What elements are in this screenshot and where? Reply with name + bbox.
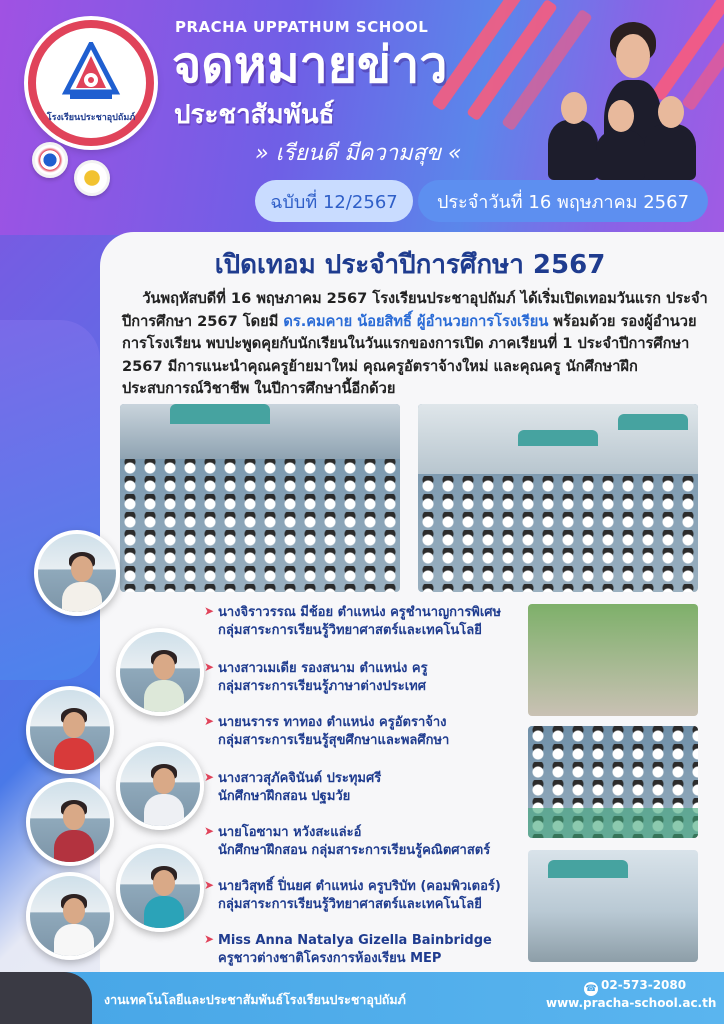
article-text: วันพฤหัสบดีที่ 16 พฤษภาคม 2567 โรงเรียนประชาอุปถัมภ์ ได้เริ่มเปิดเทอมวันแรก ประจำปีการศึกษา 2567 โดยมี: [122, 290, 708, 330]
arrow-icon: ➤: [204, 878, 215, 892]
staff-entry: [204, 770, 538, 806]
staff-photo: [528, 850, 698, 962]
portrait-head: [153, 768, 175, 794]
staff-name: Miss Anna Natalya Gizella Bainbridge: [218, 933, 492, 948]
page-title: จดหมายข่าว: [172, 36, 448, 94]
person: [616, 34, 650, 78]
arrow-icon: ➤: [204, 604, 215, 618]
pavilion-roof: [548, 860, 628, 878]
issue-date: ประจำวันที่ 16 พฤษภาคม 2567: [418, 180, 708, 222]
staff-department: ครูชาวต่างชาติโครงการห้องเรียน MEP: [218, 951, 442, 966]
staff-entry: [204, 604, 538, 640]
staff-name: นายวิสุทธิ์ ปิ่นยศ ตำแหน่ง ครูบริบัท (คอมพิวเตอร์): [218, 879, 501, 894]
pavilion-roof: [618, 414, 688, 430]
staff-department: กลุ่มสาระการเรียนรู้ภาษาต่างประเทศ: [218, 679, 426, 694]
portrait-body: [54, 924, 94, 960]
portrait-head: [63, 712, 85, 738]
staff-name: นางสาวเมเดีย รองสนาม ตำแหน่ง ครู: [218, 661, 428, 676]
emblem-logo-icon: [74, 160, 110, 196]
article-body: [122, 288, 714, 401]
portrait-body: [144, 794, 184, 830]
school-emblem-icon: [56, 42, 126, 106]
portrait-head: [153, 870, 175, 896]
staff-entry: [204, 932, 538, 968]
page-subtitle: ประชาสัมพันธ์: [174, 100, 335, 130]
person: [608, 100, 634, 132]
staff-department: กลุ่มสาระการเรียนรู้วิทยาศาสตร์และเทคโนโลยี: [218, 623, 482, 638]
students-photo: [528, 726, 698, 838]
portrait-head: [71, 556, 93, 582]
footer-website-link[interactable]: www.pracha-school.ac.th: [546, 996, 717, 1010]
staff-entry: [204, 824, 538, 860]
staff-portrait: [26, 686, 114, 774]
person: [548, 120, 598, 180]
arrow-icon: ➤: [204, 932, 215, 946]
portrait-head: [63, 898, 85, 924]
portrait-body: [144, 680, 184, 716]
person: [596, 130, 646, 180]
footer-department: งานเทคโนโลยีและประชาสัมพันธ์โรงเรียนประชาอุปถัมภ์: [104, 992, 406, 1007]
seal-logo-icon: [32, 142, 68, 178]
staff-portrait: [116, 742, 204, 830]
portrait-body: [54, 738, 94, 774]
portrait-body: [62, 582, 102, 616]
staff-department: กลุ่มสาระการเรียนรู้สุขศึกษาและพลศึกษา: [218, 733, 450, 748]
floor: [528, 808, 698, 838]
staff-portrait: [26, 872, 114, 960]
article-title: เปิดเทอม ประจำปีการศึกษา 2567: [214, 250, 606, 280]
issue-number: ฉบับที่ 12/2567: [255, 180, 413, 222]
director-name: ดร.คมคาย น้อยสิทธิ์ ผู้อำนวยการโรงเรียน: [283, 312, 549, 330]
article-text: พร้อมด้วย รองผู้อำนวยการโรงเรียน พบปะพูดคุยกับนักเรียนในวันแรกของการเปิด ภาคเรียนที่ 1 ประจำปีการศึกษา 2567 มีการแนะนำคุณครูย้ายมาใหม่ คุณครูอัตราจ้างใหม่ และคุณครู นักศึกษาฝึกประสบการณ์วิชาชีพ ในปีการศึกษานี้อีกด้วย: [122, 312, 697, 398]
portrait-body: [144, 896, 184, 932]
phone-icon: ☎: [585, 984, 597, 994]
staff-name: นางสาวสุภัคจินันต์ ประทุมศรี: [218, 771, 382, 786]
arrow-icon: ➤: [204, 770, 215, 784]
staff-department: กลุ่มสาระการเรียนรู้วิทยาศาสตร์และเทคโนโลยี: [218, 897, 482, 912]
event-photo: [528, 604, 698, 716]
staff-name: นางจิราวรรณ มีช้อย ตำแหน่ง ครูชำนาญการพิเศษ: [218, 605, 502, 620]
logo-text: โรงเรียนประชาอุปถัมภ์: [46, 113, 136, 123]
arrow-icon: ➤: [204, 714, 215, 728]
portrait-head: [63, 804, 85, 830]
staff-department: นักศึกษาฝึกสอน กลุ่มสาระการเรียนรู้คณิตศาสตร์: [218, 843, 491, 858]
staff-name: นายโอซามา หวังสะแล่ะอ์: [218, 825, 362, 840]
school-logo: [28, 20, 154, 146]
phone-number: 02-573-2080: [601, 978, 687, 992]
person: [644, 124, 696, 180]
school-motto: » เรียนดี มีความสุข «: [255, 141, 462, 166]
assembly-photo: [418, 404, 698, 592]
arrow-icon: ➤: [204, 824, 215, 838]
assembly-photo: [120, 404, 400, 592]
staff-entry: [204, 660, 538, 696]
executives-photo: [548, 20, 698, 180]
staff-entry: [204, 714, 538, 750]
side-decoration: [0, 320, 100, 680]
staff-portrait: [34, 530, 120, 616]
staff-entry: [204, 878, 538, 914]
person: [658, 96, 684, 128]
staff-portrait: [116, 628, 204, 716]
person: [561, 92, 587, 124]
footer-phone[interactable]: [584, 978, 686, 996]
pavilion-roof: [518, 430, 598, 446]
staff-department: นักศึกษาฝึกสอน ปฐมวัย: [218, 789, 351, 804]
staff-portrait: [26, 778, 114, 866]
pavilion-roof: [170, 404, 270, 424]
portrait-body: [54, 830, 94, 866]
school-name: PRACHA UPPATHUM SCHOOL: [175, 18, 429, 36]
footer-decoration: [0, 972, 92, 1024]
staff-portrait: [116, 844, 204, 932]
arrow-icon: ➤: [204, 660, 215, 674]
portrait-head: [153, 654, 175, 680]
staff-name: นายนรารร ทาทอง ตำแหน่ง ครูอัตราจ้าง: [218, 715, 447, 730]
